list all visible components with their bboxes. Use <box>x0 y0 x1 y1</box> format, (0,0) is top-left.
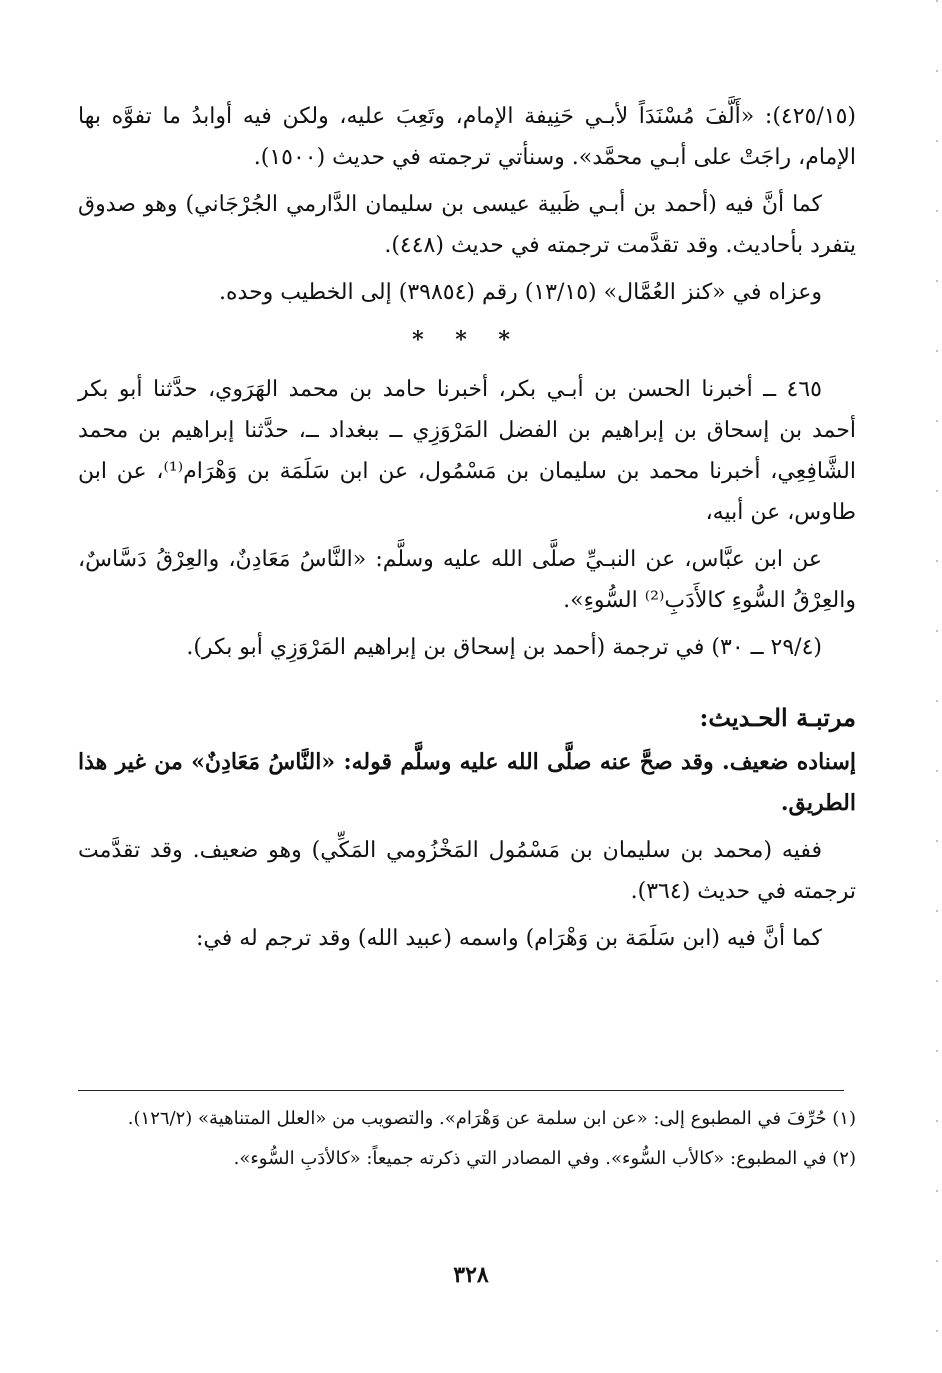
footnote-2: (٢) في المطبوع: «كالأب السُّوء». وفي المصادر التي ذكرته جميعاً: «كالأدَبِ السُّوء». <box>233 1148 856 1169</box>
paragraph-grade: إسناده ضعيف. وقد صحَّ عنه صلَّى الله عليه وسلَّم قوله: «النَّاسُ مَعَادِنٌ» من غير هذا الطريق. <box>78 749 856 816</box>
scan-edge-marks <box>936 0 938 1373</box>
paragraph-attribution: وعزاه في «كنز العُمَّال» (١٣/١٥) رقم (٣٩٨٥٤) إلى الخطيب وحده. <box>219 280 822 305</box>
paragraph-source-note: (٤٢٥/١٥): «أَلَّفَ مُسْنَدَاً لأبـي حَنِيفة الإمام، وتَعِبَ عليه، ولكن فيه أوابدُ ما تفوَّه بها الإمام، راجَتْ على أبـي محمَّد». وسنأتي ترجمته في حديث (١٥٠٠). <box>78 104 856 170</box>
section-divider-stars: * * * <box>412 327 522 353</box>
paragraph-hadith-chain: ٤٦٥ ــ أخبرنا الحسن بن أبـي بكر، أخبرنا حامد بن محمد الهَرَوي، حدَّثنا أبو بكر أحمد بن إسحاق بن إبراهيم بن الفضل المَرْوَزِي ــ ببغداد ــ، حدَّثنا إبراهيم بن محمد الشَّافِعِي، أخبرنا محمد بن سليمان بن مَسْمُول، عن ابن سَلَمَة بن وَهْرَام⁽¹⁾، عن ابن طاوس، عن أبيه، <box>78 377 856 525</box>
paragraph-reference: (٢٩/٤ ــ ٣٠) في ترجمة (أحمد بن إسحاق بن إبراهيم المَرْوَزِي أبو بكر). <box>186 635 822 660</box>
paragraph-hadith-text: عن ابن عبَّاس، عن النبـيِّ صلَّى الله عليه وسلَّم: «النَّاسُ مَعَادِنٌ، والعِرْقُ دَسَّاسٌ، والعِرْقُ السُّوءِ كالأَدَبِ⁽²⁾ السُّوءِ». <box>78 547 856 613</box>
footnote-separator <box>78 1090 844 1091</box>
footnotes <box>78 1102 856 1176</box>
page-number: ٣٢٨ <box>453 1262 489 1288</box>
section-title-hadith-grade: مرتبـة الحـديث: <box>699 703 856 732</box>
paragraph-second-narrator: كما أنَّ فيه (ابن سَلَمَة بن وَهْرَام) واسمه (عبيد الله) وقد ترجم له في: <box>195 926 822 951</box>
paragraph-weak-narrator: ففيه (محمد بن سليمان بن مَسْمُول المَخْزُومي المَكِّي) وهو ضعيف. وقد تقدَّمت ترجمته في حديث (٣٦٤). <box>78 838 856 904</box>
page-body <box>78 96 856 959</box>
footnote-1: (١) حُرِّفَ في المطبوع إلى: «عن ابن سلمة عن وَهْرَام». والتصويب من «العلل المتناهية» (١٢٦/٢). <box>127 1108 856 1129</box>
paragraph-narrator-note: كما أنَّ فيه (أحمد بن أبـي ظَبية عيسى بن سليمان الدَّارمي الجُرْجَاني) وهو صدوق يتفرد بأحاديث. وقد تقدَّمت ترجمته في حديث (٤٤٨). <box>78 192 856 258</box>
